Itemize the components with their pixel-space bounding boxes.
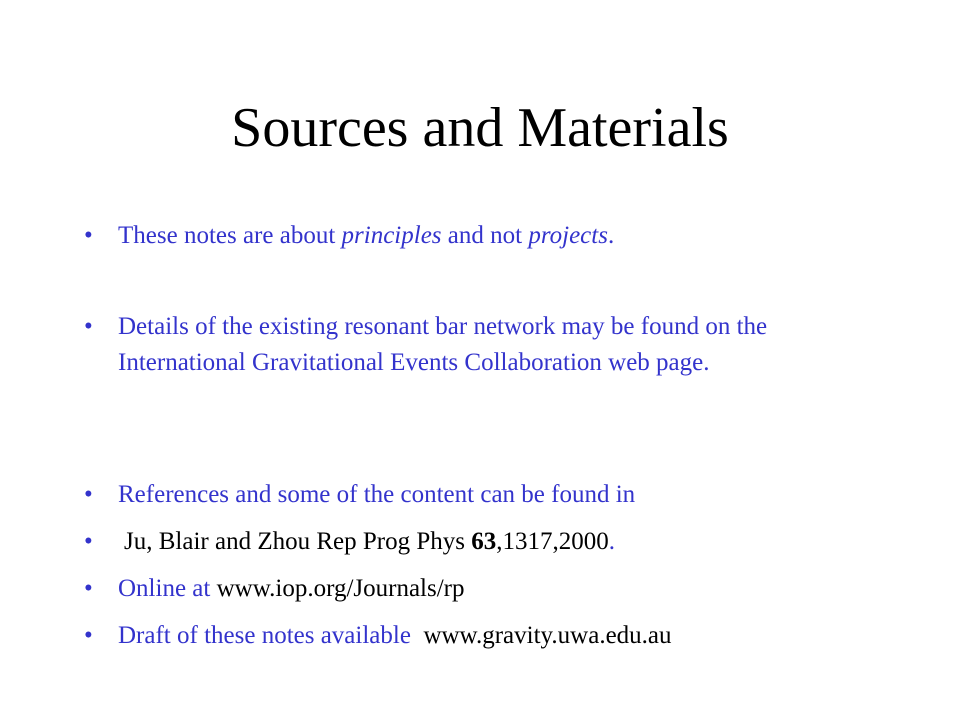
citation-pages-year: ,1317,2000 (496, 528, 609, 555)
bullet-item-details (84, 309, 864, 381)
iop-url: www.iop.org/Journals/rp (216, 575, 465, 602)
bullet-text: References and some of the content can be found in (118, 481, 636, 508)
bullet-text-part: Draft of these notes available (118, 622, 424, 649)
bullet-text-part: and not (441, 222, 529, 249)
bullet-item-principles (84, 218, 864, 254)
bullet-item-citation (84, 524, 864, 560)
bullet-item-online (84, 571, 864, 607)
bullet-text-part: These notes are about (118, 222, 342, 249)
slide-title: Sources and Materials (231, 97, 729, 159)
bullet-text (124, 524, 864, 560)
bullet-text-part: . (607, 222, 615, 249)
bullet-item-draft (84, 618, 864, 654)
bullet-marker: • (84, 313, 93, 340)
citation-volume: 63 (471, 528, 497, 555)
bullet-text (118, 218, 864, 254)
bullet-text (118, 618, 864, 654)
citation-authors: Ju, Blair and Zhou Rep Prog Phys (124, 528, 472, 555)
bullet-marker: • (84, 575, 93, 602)
bullet-marker: • (84, 528, 93, 555)
bullet-text: Details of the existing resonant bar network may be found on the International Gravitational Events Collaboration web page. (118, 313, 768, 376)
bullet-item-references (84, 477, 864, 513)
bullet-marker: • (84, 222, 93, 249)
bullet-text-part: . (608, 528, 615, 555)
bullet-text-part: Online at (118, 575, 217, 602)
bullet-marker: • (84, 622, 93, 649)
bullet-text (118, 571, 864, 607)
bullet-emphasis-projects: projects (528, 222, 608, 249)
bullet-marker: • (84, 481, 93, 508)
gravity-url: www.gravity.uwa.edu.au (423, 622, 672, 649)
bullet-emphasis-principles: principles (341, 222, 442, 249)
